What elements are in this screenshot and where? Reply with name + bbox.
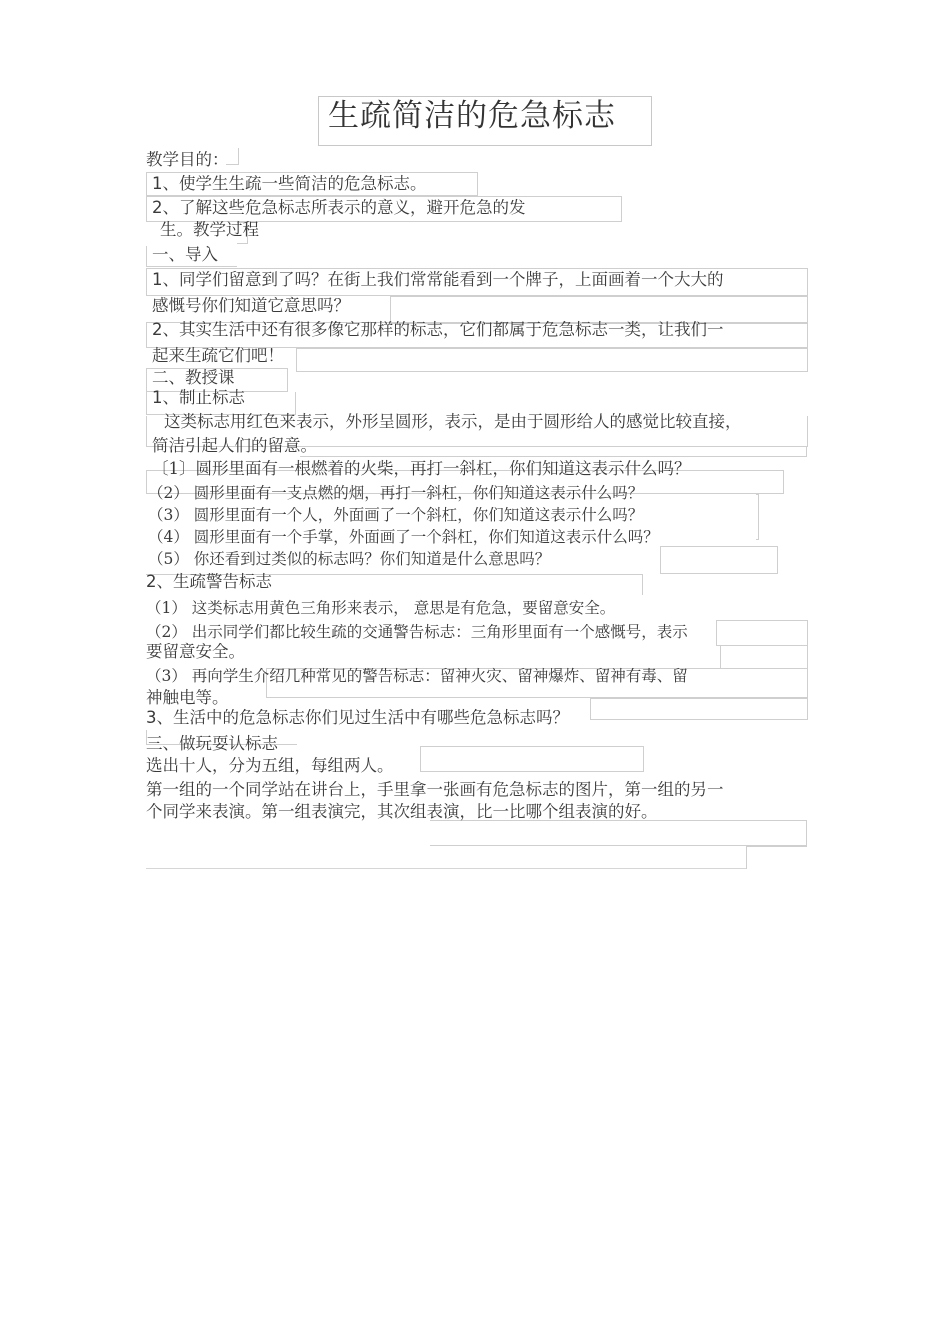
warning-item-3-cont: 神触电等。 bbox=[146, 688, 229, 707]
prohibition-desc-cont: 简洁引起人们的留意。 bbox=[152, 436, 317, 455]
frame-15 bbox=[756, 494, 759, 540]
frame-24 bbox=[430, 820, 807, 846]
objective-2-cont: 生。教学过程 bbox=[160, 220, 259, 239]
frame-16 bbox=[660, 546, 778, 574]
frame-23 bbox=[420, 746, 644, 772]
objective-2: 2、了解这些危急标志所表示的意义，避开危急的发 bbox=[152, 198, 526, 217]
game-rules: 第一组的一个同学站在讲台上，手里拿一张画有危急标志的图片，第一组的另一 bbox=[146, 780, 724, 799]
frame-19 bbox=[720, 646, 808, 669]
frame-13 bbox=[300, 446, 807, 457]
page-title: 生疏简洁的危急标志 bbox=[328, 98, 616, 134]
prohibition-heading: 1、制止标志 bbox=[152, 388, 245, 407]
frame-18 bbox=[716, 620, 808, 646]
warning-item-2-cont: 要留意安全。 bbox=[146, 642, 245, 661]
frame-21 bbox=[590, 698, 808, 720]
frame-25 bbox=[746, 846, 807, 869]
game-setup: 选出十人，分为五组，每组两人。 bbox=[146, 756, 394, 775]
prohibition-item-1: 〔1〕圆形里面有一根燃着的火柴，再打一斜杠，你们知道这表示什么吗？ bbox=[152, 459, 691, 478]
prohibition-item-2: （2） 圆形里面有一支点燃的烟，再打一斜杠，你们知道这表示什么吗？ bbox=[148, 484, 644, 502]
prohibition-desc: 这类标志用红色来表示，外形呈圆形，表示，是由于圆形给人的感觉比较直接， bbox=[164, 412, 742, 431]
section-intro: 一、导入 bbox=[152, 245, 218, 264]
warning-item-2: （2） 出示同学们都比较生疏的交通警告标志：三角形里面有一个感慨号，表示 bbox=[146, 623, 688, 641]
objective-1: 1、使学生生疏一些简洁的危急标志。 bbox=[152, 174, 427, 193]
intro-1-cont: 感慨号你们知道它意思吗？ bbox=[152, 296, 350, 315]
game-rules-cont: 个同学来表演。第一组表演完，其次组表演，比一比哪个组表演的好。 bbox=[146, 802, 658, 821]
prohibition-item-4: （4） 圆形里面有一个手掌，外面画了一个斜杠，你们知道这表示什么吗？ bbox=[148, 528, 659, 546]
intro-2: 2、其实生活中还有很多像它那样的标志，它们都属于危急标志一类，让我们一 bbox=[152, 320, 724, 339]
section-teaching: 二、教授课 bbox=[152, 368, 235, 387]
objectives-heading: 教学目的： bbox=[146, 150, 229, 169]
warning-heading: 2、生疏警告标志 bbox=[146, 572, 272, 591]
daily-signs: 3、生活中的危急标志你们见过生活中有哪些危急标志吗？ bbox=[146, 708, 569, 727]
warning-item-3: （3） 再向学生介绍几种常见的警告标志：留神火灾、留神爆炸、留神有毒、留 bbox=[146, 667, 688, 685]
prohibition-item-5: （5） 你还看到过类似的标志吗？你们知道是什么意思吗？ bbox=[148, 550, 551, 568]
section-game: 三、做玩耍认标志 bbox=[146, 734, 278, 753]
frame-9 bbox=[296, 348, 808, 372]
warning-item-1: （1） 这类标志用黄色三角形来表示， 意思是有危急，要留意安全。 bbox=[146, 599, 616, 617]
bottom-rule bbox=[146, 868, 746, 869]
intro-2-cont: 起来生疏它们吧！ bbox=[152, 346, 284, 365]
intro-1: 1、同学们留意到了吗？在街上我们常常能看到一个牌子，上面画着一个大大的 bbox=[152, 270, 724, 289]
prohibition-item-3: （3） 圆形里面有一个人，外面画了一个斜杠，你们知道这表示什么吗？ bbox=[148, 506, 644, 524]
